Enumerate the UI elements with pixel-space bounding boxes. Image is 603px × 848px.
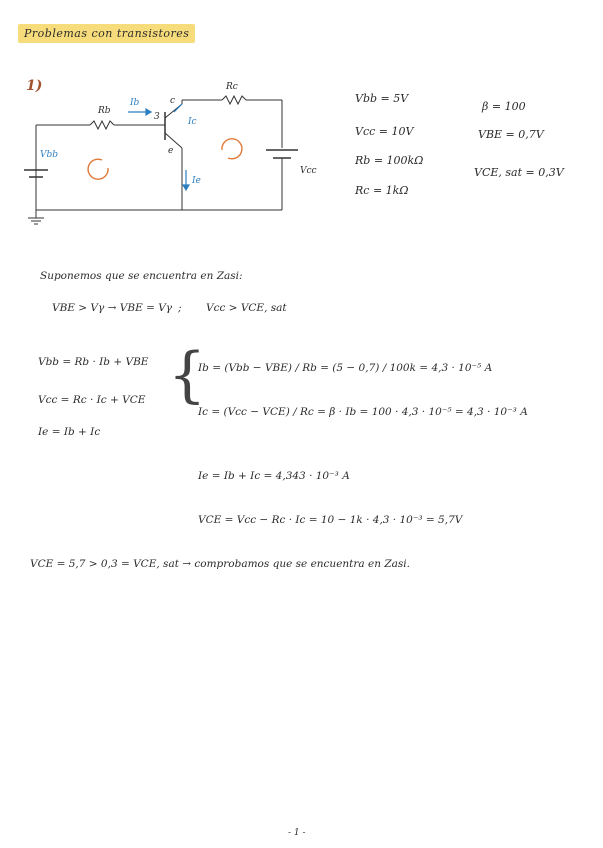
label-ie: Ie xyxy=(192,176,201,186)
assumption-right: Vcc > VCE, sat xyxy=(206,302,287,314)
param-vbe: VBE = 0,7V xyxy=(478,128,544,141)
mesh-loop-right-icon xyxy=(222,139,242,159)
result-ie: Ie = Ib + Ic = 4,343 · 10⁻³ A xyxy=(198,470,350,482)
label-node-e: e xyxy=(168,146,174,156)
param-vcesat: VCE, sat = 0,3V xyxy=(474,166,564,179)
equation-3: Ie = Ib + Ic xyxy=(38,426,101,438)
param-rb: Rb = 100kΩ xyxy=(355,154,424,167)
label-node-c: c xyxy=(170,96,176,106)
label-node-b: 3 xyxy=(154,112,160,122)
brace-icon: { xyxy=(168,340,207,410)
label-ic: Ic xyxy=(188,117,197,127)
page-title: Problemas con transistores xyxy=(18,24,195,43)
label-vcc: Vcc xyxy=(300,166,317,176)
assumption-separator: ; xyxy=(178,302,182,314)
param-vcc: Vcc = 10V xyxy=(355,125,414,138)
label-rc: Rc xyxy=(226,82,238,92)
result-vce: VCE = Vcc − Rc · Ic = 10 − 1k · 4,3 · 10⁻³ = 5,7V xyxy=(198,514,463,526)
page-number: - 1 - xyxy=(288,828,306,838)
rb-resistor xyxy=(90,121,114,129)
result-ib: Ib = (Vbb − VBE) / Rb = (5 − 0,7) / 100k = 4,3 · 10⁻⁵ A xyxy=(198,362,493,374)
result-ic: Ic = (Vcc − VCE) / Rc = β · Ib = 100 · 4,3 · 10⁻⁵ = 4,3 · 10⁻³ A xyxy=(198,406,528,418)
label-vbb: Vbb xyxy=(40,150,59,160)
conclusion-text: VCE = 5,7 > 0,3 = VCE, sat → comprobamos que se encuentra en Zasi. xyxy=(30,558,410,570)
problem-number: 1) xyxy=(26,78,43,94)
ic-arrow-icon xyxy=(174,104,182,112)
equation-2: Vcc = Rc · Ic + VCE xyxy=(38,394,146,406)
label-ib: Ib xyxy=(130,98,140,108)
label-rb: Rb xyxy=(98,106,111,116)
assumption-left: VBE > Vγ → VBE = Vγ xyxy=(52,302,173,314)
assumption-text: Suponemos que se encuentra en Zasi: xyxy=(40,270,243,282)
param-beta: β = 100 xyxy=(482,100,526,113)
mesh-loop-left-icon xyxy=(88,159,108,179)
equation-1: Vbb = Rb · Ib + VBE xyxy=(38,356,149,368)
param-rc: Rc = 1kΩ xyxy=(355,184,409,197)
rc-resistor xyxy=(222,96,246,104)
param-vbb: Vbb = 5V xyxy=(355,92,409,105)
